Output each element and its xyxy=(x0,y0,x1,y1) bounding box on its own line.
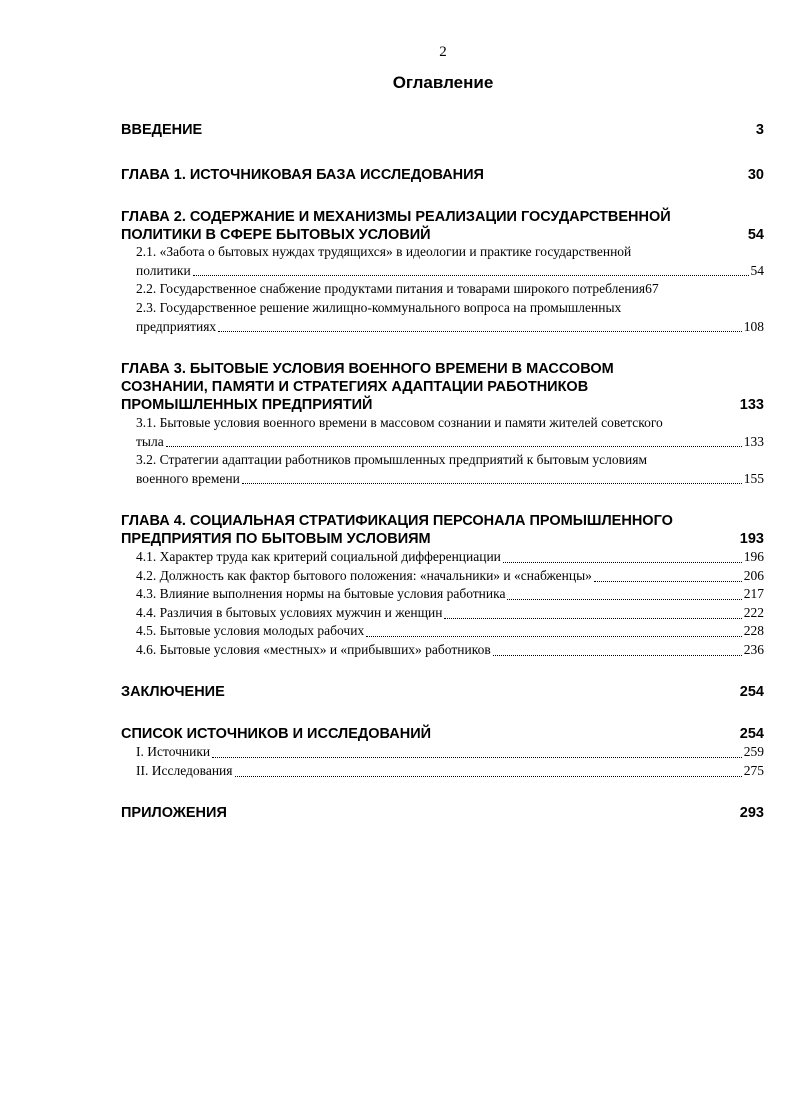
subentry-title-line: 4.4. Различия в бытовых условиях мужчин и женщин xyxy=(136,605,443,620)
chapter-page: 30 xyxy=(747,167,764,183)
subentry-page: 275 xyxy=(743,763,764,778)
toc-subentry-2-2[interactable] xyxy=(136,280,764,299)
subentry-page: 236 xyxy=(743,642,764,657)
subentry-page: 155 xyxy=(743,470,764,486)
chapter-title-line: ГЛАВА 3. БЫТОВЫЕ УСЛОВИЯ ВОЕННОГО ВРЕМЕНИ В МАССОВОМ xyxy=(121,361,614,377)
subentry-title-line: 2.1. «Забота о бытовых нуждах трудящихся» в идеологии и практике государственной xyxy=(136,244,632,259)
toc-title: Оглавление xyxy=(392,73,494,92)
toc-entry-intro[interactable] xyxy=(121,121,764,139)
subentry-page: 217 xyxy=(743,586,764,601)
toc-subentry-4-2[interactable] xyxy=(136,567,764,586)
subentry-title-line: 2.3. Государственное решение жилищно-коммунального вопроса на промышленных xyxy=(136,300,622,315)
chapter-page: 54 xyxy=(747,227,764,243)
toc-subentry-2-3[interactable] xyxy=(136,299,764,336)
subentry-page: 206 xyxy=(743,568,764,583)
chapter-title-line: ПОЛИТИКИ В СФЕРЕ БЫТОВЫХ УСЛОВИЙ xyxy=(121,227,431,243)
subentry-title-line: 3.1. Бытовые условия военного времени в массовом сознании и памяти жителей советского xyxy=(136,415,663,430)
toc-subentry-3-2[interactable] xyxy=(136,451,764,488)
chapter-title: ГЛАВА 1. ИСТОЧНИКОВАЯ БАЗА ИССЛЕДОВАНИЯ xyxy=(121,167,484,183)
toc-entry-chapter-3[interactable] xyxy=(121,360,764,414)
dot-leader xyxy=(503,562,742,563)
subentry-title-line: политики xyxy=(136,262,191,278)
dot-leader xyxy=(242,483,742,484)
chapter-page: 293 xyxy=(739,805,764,821)
toc-subentry-4-6[interactable] xyxy=(136,641,764,660)
page-number: 2 xyxy=(439,44,447,60)
chapter-page: 254 xyxy=(739,726,764,742)
subentry-page: 67 xyxy=(645,281,659,296)
dot-leader xyxy=(493,655,742,656)
subentry-page: 259 xyxy=(743,744,764,759)
dot-leader xyxy=(235,776,742,777)
chapter-page: 3 xyxy=(755,122,764,138)
subentry-page: 133 xyxy=(743,433,764,449)
toc-entry-conclusion[interactable] xyxy=(121,683,764,701)
chapter-title-line: ГЛАВА 4. СОЦИАЛЬНАЯ СТРАТИФИКАЦИЯ ПЕРСОНАЛА ПРОМЫШЛЕННОГО xyxy=(121,513,673,529)
subentry-page: 228 xyxy=(743,623,764,638)
toc-entry-chapter-4[interactable] xyxy=(121,512,764,548)
subentry-title-line: 4.1. Характер труда как критерий социальной дифференциации xyxy=(136,549,501,564)
toc-subentry-3-1[interactable] xyxy=(136,414,764,451)
toc-subentry-2-1[interactable] xyxy=(136,243,764,280)
subentry-title-line: 4.3. Влияние выполнения нормы на бытовые условия работника xyxy=(136,586,506,601)
chapter-title-line: ПРЕДПРИЯТИЯ ПО БЫТОВЫМ УСЛОВИЯМ xyxy=(121,531,431,547)
toc-entry-chapter-1[interactable] xyxy=(121,166,764,184)
dot-leader xyxy=(212,757,742,758)
subentry-title-line: 3.2. Стратегии адаптации работников промышленных предприятий к бытовым условиям xyxy=(136,452,647,467)
toc-entry-sources[interactable] xyxy=(121,725,764,743)
toc-entry-appendix[interactable] xyxy=(121,804,764,822)
subentry-page: 196 xyxy=(743,549,764,564)
subentry-page: 108 xyxy=(743,318,764,334)
subentry-title-line: I. Источники xyxy=(136,744,211,759)
toc-subentry-4-1[interactable] xyxy=(136,548,764,567)
subentry-page: 222 xyxy=(743,605,764,620)
chapter-title-line: СОЗНАНИИ, ПАМЯТИ И СТРАТЕГИЯХ АДАПТАЦИИ РАБОТНИКОВ xyxy=(121,379,589,395)
chapter-page: 193 xyxy=(739,531,764,547)
subentry-title-line: 2.2. Государственное снабжение продуктами питания и товарами широкого потребления xyxy=(136,281,646,296)
chapter-title-line: ГЛАВА 2. СОДЕРЖАНИЕ И МЕХАНИЗМЫ РЕАЛИЗАЦИИ ГОСУДАРСТВЕННОЙ xyxy=(121,209,671,225)
chapter-title: ЗАКЛЮЧЕНИЕ xyxy=(121,684,225,700)
chapter-title: ВВЕДЕНИЕ xyxy=(121,122,203,138)
dot-leader xyxy=(166,446,742,447)
toc-subentry-4-4[interactable] xyxy=(136,604,764,623)
toc-entry-chapter-2[interactable] xyxy=(121,208,764,244)
subentry-title-line: 4.2. Должность как фактор бытового положения: «начальники» и «снабженцы» xyxy=(136,568,592,583)
subentry-title-line: 4.5. Бытовые условия молодых рабочих xyxy=(136,623,365,638)
toc-subentry-4-5[interactable] xyxy=(136,622,764,641)
subentry-title-line: II. Исследования xyxy=(136,763,233,778)
dot-leader xyxy=(193,275,749,276)
toc-subentry-sources-1[interactable] xyxy=(136,743,764,762)
chapter-page: 254 xyxy=(739,684,764,700)
subentry-page: 54 xyxy=(750,262,764,278)
subentry-title-line: военного времени xyxy=(136,470,240,486)
dot-leader xyxy=(594,581,742,582)
dot-leader xyxy=(444,618,741,619)
chapter-title: СПИСОК ИСТОЧНИКОВ И ИССЛЕДОВАНИЙ xyxy=(121,726,432,742)
chapter-title: ПРИЛОЖЕНИЯ xyxy=(121,805,227,821)
subentry-title-line: предприятиях xyxy=(136,318,217,334)
dot-leader xyxy=(366,636,742,637)
dot-leader xyxy=(218,331,742,332)
toc-subentry-sources-2[interactable] xyxy=(136,762,764,781)
subentry-title-line: тыла xyxy=(136,433,164,449)
toc-subentry-4-3[interactable] xyxy=(136,585,764,604)
chapter-page: 133 xyxy=(739,397,764,413)
dot-leader xyxy=(507,599,741,600)
chapter-title-line: ПРОМЫШЛЕННЫХ ПРЕДПРИЯТИЙ xyxy=(121,397,373,413)
subentry-title-line: 4.6. Бытовые условия «местных» и «прибывших» работников xyxy=(136,642,491,657)
